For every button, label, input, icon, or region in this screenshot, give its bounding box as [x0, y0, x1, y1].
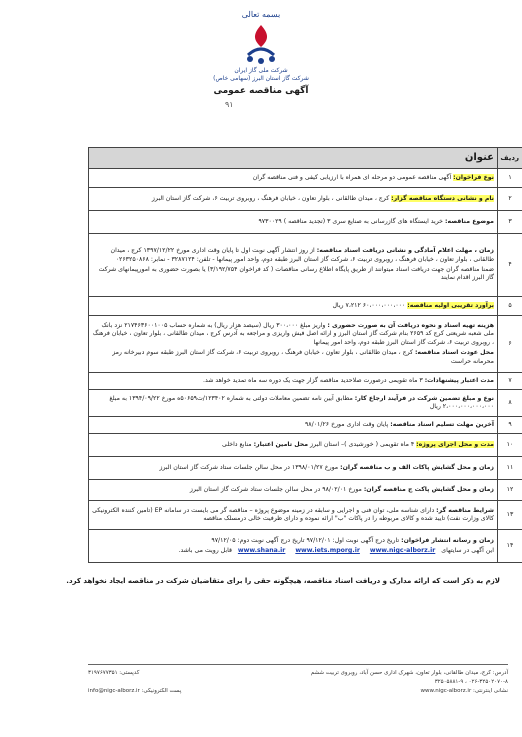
row-text-secondary: کرج ، میدان طالقانی ، بلوار تعاون ، خیابان فرهنگ ، روبروی تربیت ۶، شرکت گاز استان البرز طبقه سوم دبیرخانه رمز محرمانه حراست [112, 349, 494, 365]
row-content [89, 434, 498, 457]
row-label: زمان ، مهلت اعلام آمادگی و نشانی دریافت اسناد مناقصه: [316, 247, 494, 255]
row-number: ۱۳ [498, 501, 522, 530]
footer-email [88, 687, 181, 696]
company-name: شرکت ملی گاز ایران [234, 67, 288, 74]
disclaimer-note: لازم به ذکر است که ارائه مدارک و دریافت اسناد مناقصه، هیچگونه حقی را برای متقاضیان شرکت در مناقصه ایجاد نخواهد کرد. [66, 577, 500, 585]
footer-postcode [88, 669, 139, 678]
row-text-secondary: منابع داخلی [222, 440, 254, 448]
page-footer [88, 664, 508, 696]
row-content [89, 211, 498, 234]
table-row [89, 169, 522, 188]
row-label: مدت اعتبار پیشنهادات: [424, 376, 494, 384]
row-content [89, 373, 498, 390]
footer-phone: ۰۲۶-۳۲۵۰۲۰۷۰-۸ ، ۳۲۵۰۵۸۸۱-۹ [434, 679, 508, 685]
row-label: هزینه تهیه اسناد و نحوه دریافت آن به صورت حضوری : [327, 321, 494, 329]
row-label: مدت و محل اجرای پروژه: [416, 440, 494, 448]
publication-sites [92, 547, 494, 555]
row-number: ۱۱ [498, 457, 522, 480]
postcode-value: ۳۱۹۷۶۷۷۳۵۱ [88, 670, 118, 676]
sites-outro: قابل رویت می باشد. [178, 547, 232, 554]
row-text: دارای شناسه ملی، توان فنی و اجرایی و سابقه در زمینه موضوع پروژه – مناقصه گر می بایست در سامانه EP (تامین کننده الکترونیکی کالای وزارت نفت) تایید شده و کالای مربوطه را در پاکات "ب" ارائه نموده و دارای ظرفیت خالی درمسلک مناقصه [92, 506, 494, 522]
row-label: زمان و محل گشایش پاکت ج مناقصه گران: [363, 485, 494, 493]
row-number: ۱۲ [498, 480, 522, 501]
footer-contact-line [88, 687, 508, 696]
footer-address [311, 669, 508, 678]
postcode-label: کدپستی: [119, 670, 140, 676]
table-row [89, 297, 522, 316]
row-content [89, 316, 498, 373]
email-label: پست الکترونیکی: [141, 688, 182, 694]
row-content [89, 417, 498, 434]
row-label: موضوع مناقصه: [444, 217, 494, 225]
link-shana[interactable]: www.shana.ir [237, 547, 286, 554]
row-content [89, 530, 498, 563]
row-text: آگهی مناقصه عمومی دو مرحله ای همراه با ارزیابی کیفی و فنی مناقصه گران [252, 173, 454, 181]
row-text: واریز مبلغ ۳۰۰،۰۰۰ ریال (سیصد هزار ریال) به شماره حساب ۲۱۷۴۶۳۶۰۰۱۰۰۵ نزد بانک ملی شعبه شریعتی کرج کد ۲۶۵۹ بنام شرکت گاز استان البرز و ارائه اصل فیش واریزی و مراجعه به آدرس کرج ، میدان طالقانی ، بلوار تعاون ، خیابان فرهنگ ، روبروی تربیت ۶، شرکت گاز استان البرز طبقه دوم، واحد امور پیمانها [92, 321, 494, 346]
row-content [89, 480, 498, 501]
table-row [89, 188, 522, 211]
address-value: کرج، میدان طالقانی، بلوار تعاون، شهرک اداری حسن آباد، روبروی تربیت ششم [310, 670, 492, 676]
row-label: زمان و رسانه انتشار فراخوان: [401, 536, 494, 544]
row-text: مورخ ۱۳۹۸/۰۱/۲۷ در محل سالن جلسات ستاد شرکت گاز استان البرز [159, 463, 341, 471]
sites-intro: این آگهی در سایتهای [441, 547, 494, 554]
footer-website [421, 687, 508, 696]
row-number: ۴ [498, 234, 522, 297]
table-row [89, 373, 522, 390]
row-number: ۵ [498, 297, 522, 316]
row-text: کرج ، میدان طالقانی ، بلوار تعاون ، خیابان فرهنگ ، روبروی تربیت ۶، شرکت گاز استان البرز [151, 194, 392, 202]
table-row [89, 234, 522, 297]
row-text: تاریخ درج آگهی نوبت اول: ۹۷/۱۲/۰۱ تاریخ درج آگهی نوبت دوم: ۹۷/۱۲/۰۵ [211, 536, 402, 544]
row-secondary [92, 349, 494, 366]
website-link[interactable]: www.nigc-alborz.ir [420, 688, 472, 694]
tender-table [88, 147, 522, 563]
row-text-secondary: ضمنا مناقصه گران جهت دریافت اسناد میتوانند از طریق پایگاه اطلاع رسانی مناقصات ( کد فراخوان ۳/۱۹۲/۷۵۴) یا بصورت حضوری به امورپیمانهای شرکت گاز البرز اقدام نمایند [98, 266, 494, 282]
row-number: ۶ [498, 316, 522, 373]
row-content [89, 457, 498, 480]
table-row [89, 501, 522, 530]
footer-phone-line [88, 678, 508, 687]
handwritten-mark: ۹۱ [225, 100, 234, 109]
row-content [89, 297, 498, 316]
row-text: پایان وقت اداری مورخ ۹۸/۰۱/۲۶ [304, 420, 391, 428]
row-text: مطابق آیین نامه تضمین معاملات دولتی به شماره ۱۲۳۴۰۲/ت۵۰۶۵۹ه مورخ ۱۳۹۴/۰۹/۲۲ به مبلغ ۲،۰۰۰،۰۰۰،۰۰۰،۰۰۰ ریال [109, 394, 494, 410]
row-label-secondary: محل عودت اسناد مناقصه: [414, 349, 494, 357]
row-label: نام و نشانی دستگاه مناقصه گزار: [391, 194, 494, 202]
row-text: مورخ ۹۸/۰۲/۰۱ در محل سالن جلسات ستاد شرکت گاز استان البرز [189, 485, 364, 493]
row-label: برآورد تقریبی اولیه مناقصه: [407, 301, 494, 309]
table-row [89, 434, 522, 457]
row-number: ۱۰ [498, 434, 522, 457]
row-content [89, 188, 498, 211]
table-row [89, 211, 522, 234]
row-label: آخرین مهلت تسلیم اسناد مناقصه: [390, 420, 494, 428]
table-header [89, 148, 522, 169]
row-content [89, 390, 498, 417]
column-index-header: ردیف [498, 148, 522, 169]
nigc-logo-icon [240, 21, 282, 67]
row-number: ۳ [498, 211, 522, 234]
table-row [89, 390, 522, 417]
table-row [89, 480, 522, 501]
table-row [89, 530, 522, 563]
row-label: شرایط مناقصه گر: [436, 506, 494, 514]
page-title: آگهی مناقصه عمومی [213, 86, 309, 96]
link-iets[interactable]: www.iets.mporg.ir [295, 547, 360, 554]
address-label: آدرس: [492, 670, 508, 676]
letterhead [0, 10, 522, 96]
website-label: نشانی اینترنتی: [472, 688, 508, 694]
row-number: ۹ [498, 417, 522, 434]
row-content [89, 501, 498, 530]
company-subname: شرکت گاز استان البرز (سهامی خاص) [213, 75, 309, 82]
email-link[interactable]: info@nigc-alborz.ir [88, 688, 140, 694]
basmala: بسمه تعالی [241, 10, 281, 19]
row-text: ۴ ماه تقویمی ( خورشیدی )– استان البرز [310, 440, 415, 448]
row-text: ۶۰،۰۰۰،۰۰۰،۰۰۰ ۷،۲۱۲ ریال [332, 301, 406, 309]
row-label-secondary: محل تامین اعتبار: [253, 440, 309, 448]
footer-address-line [88, 669, 508, 678]
row-number: ۱ [498, 169, 522, 188]
row-text: از روز انتشار آگهی نوبت اول تا پایان وقت اداری مورخ ۱۳۹۷/۱۲/۲۲ کرج ، میدان طالقانی ، بلوار تعاون ، خیابان فرهنگ ، روبروی تربیت ۶، شرکت گاز استان البرز طبقه دوم، واحد امور پیمانها - تلفن: ۳۲۸۷۱۲۴ - نمابر: ۰۲۶۳۲۵۰۸۶۸ [110, 247, 494, 263]
column-title-header: عنوان [89, 148, 498, 169]
row-number: ۲ [498, 188, 522, 211]
row-label: زمان و محل گشایش پاکات الف و ب مناقصه گران: [340, 463, 494, 471]
row-label: نوع فراخوان: [453, 173, 494, 181]
row-text: خرید ایستگاه های گازرسانی به صنایع سری ۳ (تجدید مناقصه ) ۹۷۳۰۰۲۹ [258, 217, 445, 225]
row-content [89, 169, 498, 188]
link-nigc-alborz[interactable]: www.nigc-alborz.ir [369, 547, 436, 554]
row-label: نوع و مبلغ تضمین شرکت در فرآیند ارجاع کار: [354, 394, 494, 402]
table-row [89, 417, 522, 434]
row-content [89, 234, 498, 297]
row-text: ۳ ماه تقویمی درصورت صلاحدید مناقصه گزار جهت یک دوره سه ماه تمدید خواهد شد. [203, 376, 425, 384]
row-number: ۱۴ [498, 530, 522, 563]
row-number: ۸ [498, 390, 522, 417]
row-number: ۷ [498, 373, 522, 390]
table-row [89, 457, 522, 480]
table-row [89, 316, 522, 373]
